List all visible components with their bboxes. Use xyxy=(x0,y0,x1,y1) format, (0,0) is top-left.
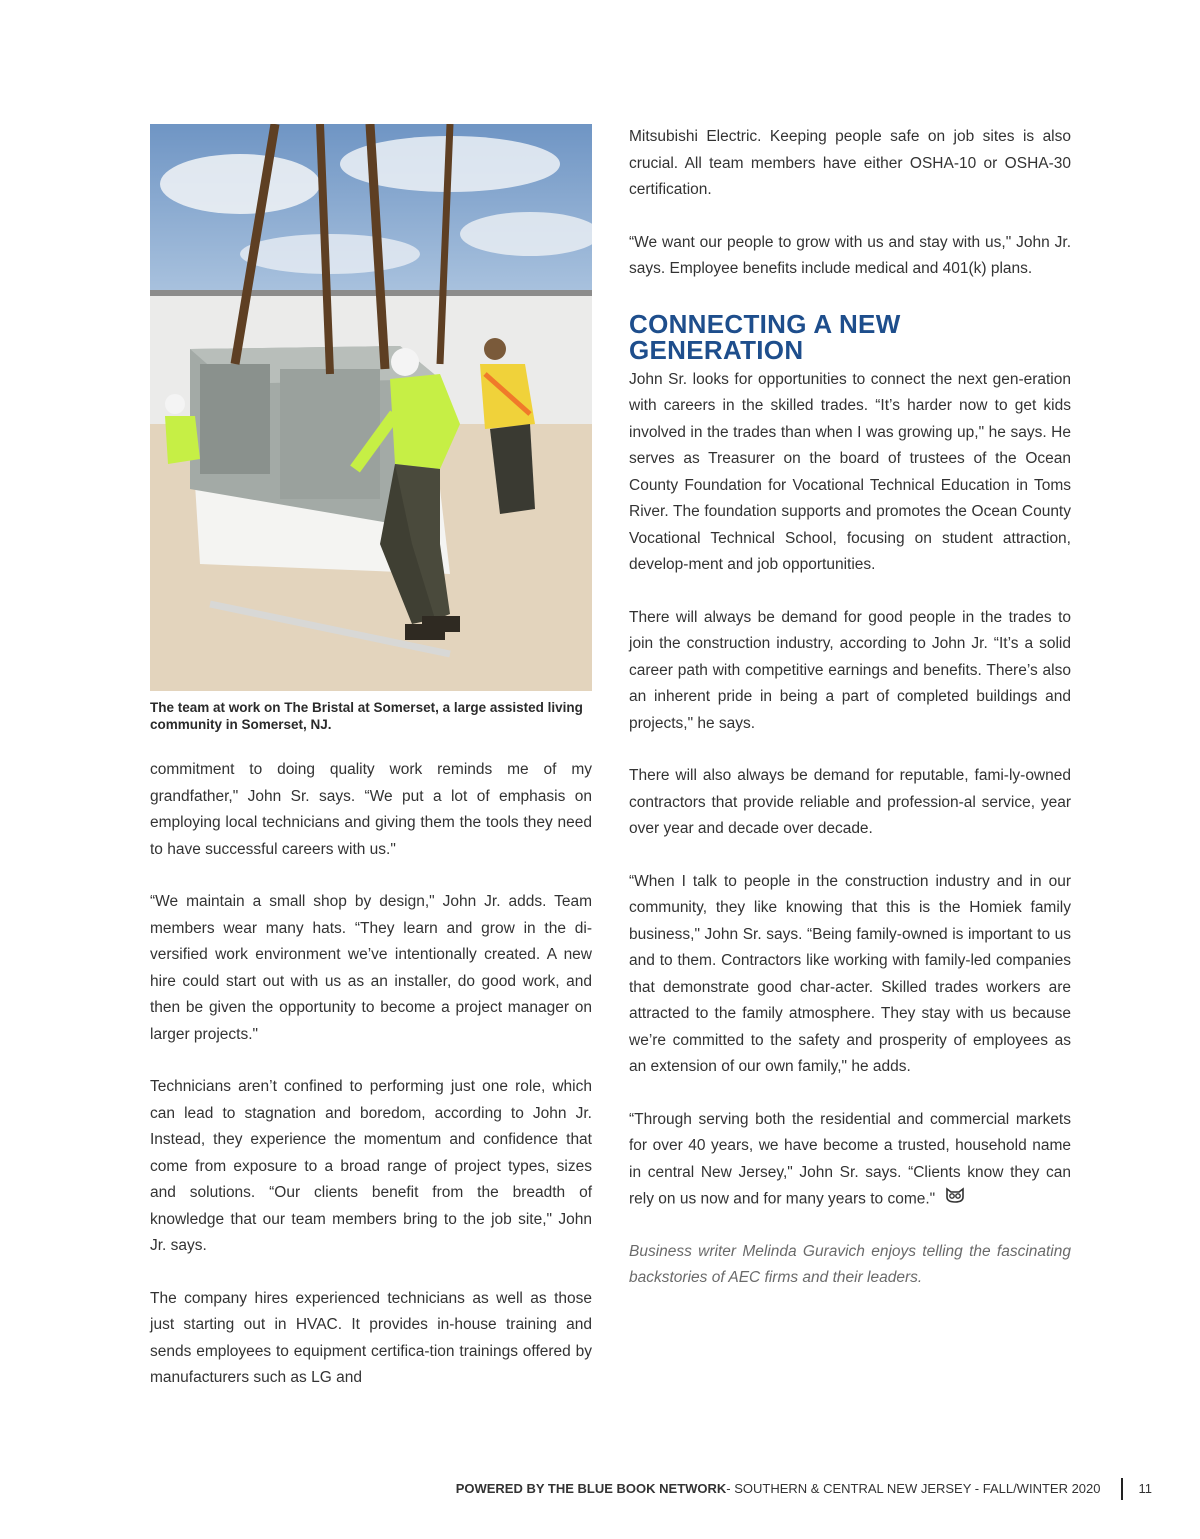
paragraph: There will also always be demand for reputable, fami-ly-owned contractors that provide reliable and profession-al service, year over year and decade over decade. xyxy=(629,767,1071,837)
paragraph: Mitsubishi Electric. Keeping people safe on job sites is also crucial. All team members have either OSHA-10 or OSHA-30 certification. xyxy=(629,128,1071,198)
footer-brand: POWERED BY THE BLUE BOOK NETWORK xyxy=(455,1481,727,1496)
left-column xyxy=(150,124,592,1418)
closing-paragraph xyxy=(629,1107,1071,1213)
left-column-text xyxy=(150,757,592,1392)
paragraph: Technicians aren’t confined to performing just one role, which can lead to stagnation and boredom, according to John Jr. Instead, they experience the momentum and confidence that come from exposure to a broad range of project types, sizes and solutions. “Our clients benefit from the breadth of knowledge that our team members bring to the job site," John Jr. says. xyxy=(150,1078,592,1254)
author-byline: Business writer Melinda Guravich enjoys telling the fascinating backstories of AEC firms and their leaders. xyxy=(629,1242,1071,1287)
owl-icon xyxy=(945,1186,965,1213)
paragraph: commitment to doing quality work reminds me of my grandfather," John Sr. says. “We put a lot of emphasis on employing local technicians and giving them the tools they need to have successful careers with us." xyxy=(150,761,592,858)
right-column xyxy=(629,124,1071,1318)
closing-text: “Through serving both the residential and commercial markets for over 40 years, we have become a trusted, household name in central New Jersey," John Sr. says. “Clients know they can rely on us now and for many years to come." xyxy=(629,1110,1071,1208)
section-heading-line2: GENERATION xyxy=(629,334,804,365)
page-number: 11 xyxy=(1138,1481,1152,1496)
photo-caption: The team at work on The Bristal at Somerset, a large assisted living community in Somerset, NJ. xyxy=(150,700,583,732)
footer-divider xyxy=(1121,1478,1123,1500)
section-heading-line1: CONNECTING A NEW xyxy=(629,308,901,339)
paragraph: “When I talk to people in the construction industry and in our community, they like knowing that this is the Homiek family business," John Sr. says. “Being family-owned is important to us and to them. Contractors like working with family-led companies that demonstrate good char-acter. Skilled trades workers are attracted to the family atmosphere. They stay with us because we’re committed to the safety and prosperity of employees as an extension of our own family," he adds. xyxy=(629,872,1071,1075)
page-footer xyxy=(456,1478,1152,1500)
paragraph: “We maintain a small shop by design," John Jr. adds. Team members wear many hats. “They learn and grow in the di-versified work environment we’ve intentionally created. A new hire could start out with us as an installer, do good work, and then be given the opportunity to become a project manager on larger projects." xyxy=(150,893,592,1043)
section-heading xyxy=(629,308,1071,365)
rooftop-hvac-illustration xyxy=(150,124,592,691)
paragraph: John Sr. looks for opportunities to connect the next gen-eration with careers in the skilled trades. “It’s harder now to get kids involved in the trades than when I was growing up," he says. He serves as Treasurer on the board of trustees of the Ocean County Foundation for Vocational Technical Education in Toms River. The foundation supports and promotes the Ocean County Vocational Technical School, focusing on student attraction, develop-ment and job opportunities. xyxy=(629,370,1071,573)
paragraph: There will always be demand for good people in the trades to join the construction industry, according to John Jr. “It’s a solid career path with competitive earnings and benefits. There’s also an inherent pride in being a part of completed buildings and projects," he says. xyxy=(629,608,1071,732)
paragraph: The company hires experienced technicians as well as those just starting out in HVAC. It provides in-house training and sends employees to equipment certifica-tion trainings offered by manufacturers such as LG and xyxy=(150,1289,592,1386)
footer-edition: - SOUTHERN & CENTRAL NEW JERSEY - FALL/WINTER 2020 xyxy=(726,1481,1101,1496)
article-photo xyxy=(150,124,592,691)
paragraph: “We want our people to grow with us and stay with us," John Jr. says. Employee benefits include medical and 401(k) plans. xyxy=(629,233,1071,277)
